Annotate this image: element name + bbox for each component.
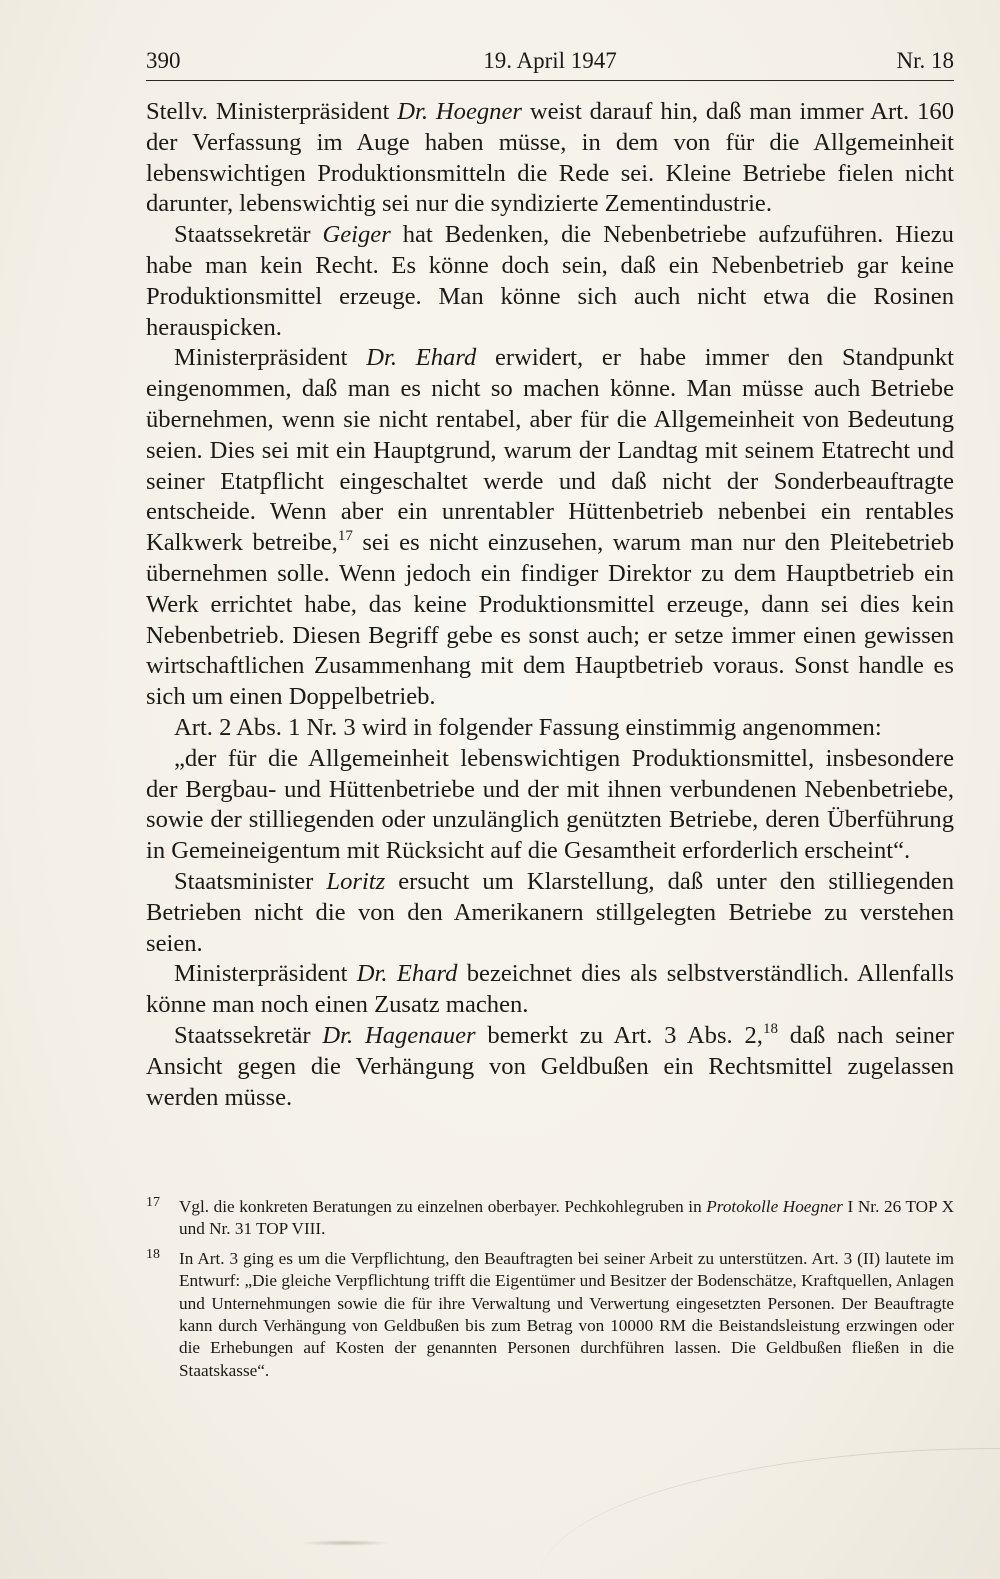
- text-run: hat Bedenken, die Nebenbetriebe aufzuführen. Hiezu habe man kein Recht. Es könne doch sein, daß ein Nebenbetrieb gar keine Produktionsmittel erzeuge. Man könne sich auch nicht etwa die Rosinen herauspicken.: [146, 221, 954, 341]
- speaker-name: Ehard: [415, 344, 477, 372]
- paragraph-hoegner: [146, 97, 954, 220]
- cited-work-title: Protokolle Hoegner: [706, 1197, 843, 1216]
- page-curl-shadow: [540, 1448, 1000, 1579]
- speaker-name: Hagenauer: [364, 1021, 476, 1049]
- text-run: Ministerpräsident: [174, 960, 357, 988]
- speaker-title: Dr.: [366, 344, 397, 372]
- text-run: bezeichnet dies als selbstverständlich. Allenfalls könne man noch einen Zusatz machen.: [146, 960, 955, 1019]
- page-number: 390: [146, 48, 181, 73]
- speaker-title: Dr.: [322, 1021, 354, 1049]
- paragraph-ehard-1: [146, 343, 954, 713]
- paragraph-ehard-2: [146, 959, 954, 1021]
- header-issue-number: Nr. 18: [896, 48, 954, 73]
- paragraph-resolution: Art. 2 Abs. 1 Nr. 3 wird in folgender Fassung einstimmig angenommen:: [174, 713, 882, 741]
- footnote-number: 17: [146, 1195, 160, 1210]
- running-header: [146, 44, 954, 81]
- footnote-text: In Art. 3 ging es um die Verpflichtung, den Beauftragten bei seiner Arbeit zu unterstützen. Art. 3 (II) lautete im Entwurf: „Die gleiche Verpflichtung trifft die Eigentümer und Besitzer der Bodenschätze, Kraftquellen, Anlagen und Unternehmungen sowie die für ihre Verwaltung und Verwertung eingesetzten Personen. Der Beauftragte kann durch Verhängung von Geldbußen bis zum Betrag von 10000 RM die Beistandsleistung erzwingen oder die Erhebungen auf Kosten der genannten Personen durchführen lassen. Die Geldbußen fließen in die Staatskasse“.: [179, 1248, 954, 1380]
- footnote-number: 18: [146, 1246, 160, 1262]
- speaker-name: Hoegner: [435, 98, 522, 125]
- text-run: Ministerpräsident: [174, 344, 367, 372]
- footnote-text: I Nr. 26 TOP X und Nr. 31 TOP VIII.: [179, 1197, 954, 1239]
- footnote-ref-18[interactable]: 18: [762, 1020, 778, 1037]
- speaker-name: Geiger: [322, 221, 391, 249]
- text-run: Stellv. Ministerpräsident: [146, 98, 398, 125]
- speaker-title: Dr.: [397, 98, 428, 125]
- paragraph-hagenauer: [146, 1021, 954, 1113]
- text-run: daß nach seiner Ansicht gegen die Verhängung von Geldbußen ein Rechtsmittel zugelassen werden müsse.: [146, 1021, 954, 1111]
- footnote-18: [146, 1248, 954, 1382]
- text-run: ersucht um Klarstellung, daß unter den stilliegenden Betrieben nicht die von den Amerikanern stillgelegten Betriebe zu verstehen seien.: [146, 867, 954, 957]
- paragraph-geiger: [146, 220, 954, 343]
- speaker-title: Dr.: [356, 960, 388, 988]
- footnotes: [146, 1196, 954, 1389]
- header-date: 19. April 1947: [483, 48, 617, 73]
- main-text: [146, 97, 954, 1113]
- speaker-name: Ehard: [396, 960, 458, 988]
- text-run: Staatssekretär: [174, 221, 323, 249]
- paper-smudge: [300, 1540, 390, 1546]
- speaker-name: Loritz: [326, 867, 386, 895]
- paragraph-loritz: [146, 867, 954, 959]
- text-run: erwidert, er habe immer den Standpunkt eingenommen, daß man es nicht so machen könne. Man müsse auch Betriebe übernehmen, wenn sie nicht rentabel, aber für die Allgemeinheit von Bedeutung seien. Dies sei mit ein Hauptgrund, warum der Landtag mit seinem Etatrecht und seiner Etatpflicht eingeschaltet werde und daß nicht der Sonderbeauftragte entscheide. Wenn aber ein unrentabler Hüttenbetrieb nebenbei ein rentables Kalkwerk betreibe,: [146, 344, 954, 557]
- footnote-ref-17[interactable]: 17: [337, 528, 353, 545]
- footnote-17: [146, 1196, 954, 1241]
- paragraph-quoted-text: „der für die Allgemeinheit lebenswichtigen Produktionsmittel, insbesondere der Bergbau- und Hüttenbetriebe und der mit ihnen verbundenen Nebenbetriebe, sowie der stilliegenden oder unzulänglich genützten Betriebe, deren Überführung in Gemeineigentum mit Rücksicht auf die Gesamtheit erforderlich erscheint“.: [146, 744, 954, 865]
- text-run: Staatssekretär: [174, 1021, 323, 1049]
- text-run: Staatsminister: [174, 867, 327, 895]
- text-run: bemerkt zu Art. 3 Abs. 2,: [475, 1021, 763, 1049]
- text-run: sei es nicht einzusehen, warum man nur den Pleitebetrieb übernehmen solle. Wenn jedoch ein findiger Direktor zu dem Hauptbetrieb ein Werk errichtet habe, das keine Produktionsmittel erzeuge, dann sei dies kein Nebenbetrieb. Diesen Begriff gebe es sonst auch; er setze immer einen gewissen wirtschaftlichen Zusammenhang mit dem Hauptbetrieb voraus. Sonst handle es sich um einen Doppelbetrieb.: [146, 529, 954, 711]
- text-run: weist darauf hin, daß man immer Art. 160 der Verfassung im Auge haben müsse, in dem von für die Allgemeinheit lebenswichtigen Produktionsmitteln die Rede sei. Kleine Betriebe fielen nicht darunter, lebenswichtig sei nur die syndizierte Zementindustrie.: [146, 98, 954, 218]
- footnote-text: Vgl. die konkreten Beratungen zu einzelnen oberbayer. Pechkohlegruben in: [179, 1197, 707, 1216]
